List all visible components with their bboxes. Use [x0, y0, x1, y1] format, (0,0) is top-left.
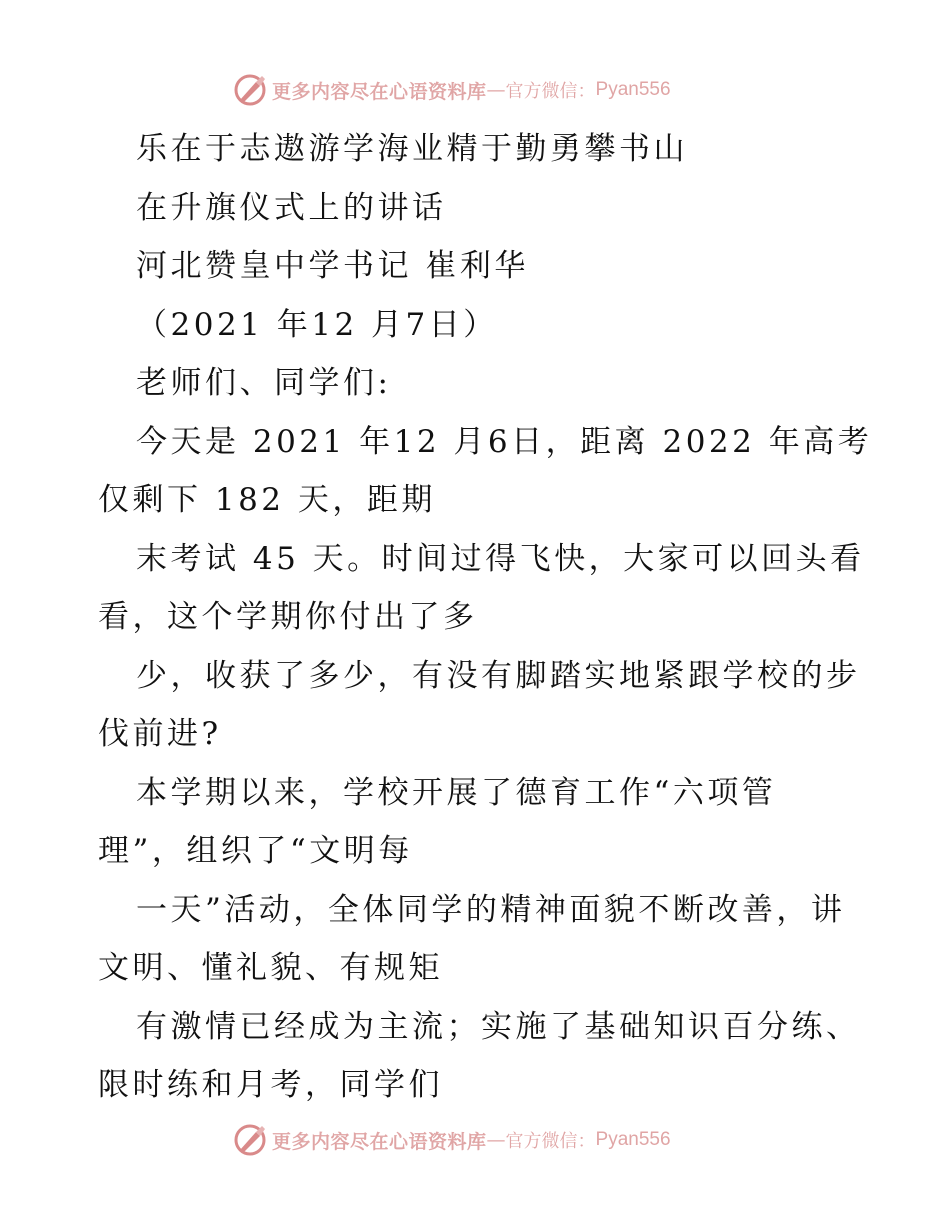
doc-line: 看，这个学期你付出了多 [98, 599, 478, 635]
doc-line: 仅剩下 182 天，距期 [98, 482, 436, 518]
doc-line: 有激情已经成为主流；实施了基础知识百分练、 [136, 1008, 861, 1045]
watermark-label: 官方微信： [505, 1131, 596, 1152]
watermark-banner-bottom [232, 1120, 671, 1160]
doc-line: 老师们、同学们: [136, 365, 392, 401]
doc-line: 本学期以来，学校开展了德育工作“六项管 [136, 774, 777, 811]
doc-line: 乐在于志遨游学海业精于勤勇攀书山 [136, 131, 688, 167]
watermark-text: 更多内容尽在心语资料库 [272, 80, 487, 103]
doc-line: 在升旗仪式上的讲话 [136, 189, 447, 226]
watermark-id: Pyan556 [595, 79, 671, 100]
pen-logo-icon [232, 72, 268, 108]
doc-line: （2021 年12 月7日） [136, 306, 498, 343]
doc-line: 今天是 2021 年12 月6日，距离 2022 年高考 [136, 423, 873, 460]
doc-line: 伐前进? [98, 716, 222, 752]
pen-logo-icon [232, 1122, 268, 1158]
watermark-text: 更多内容尽在心语资料库 [272, 1130, 487, 1153]
watermark-separator: — [486, 79, 506, 101]
doc-line: 一天”活动，全体同学的精神面貌不断改善，讲 [136, 891, 846, 928]
doc-line: 限时练和月考，同学们 [98, 1067, 443, 1103]
doc-line: 理”，组织了“文明每 [98, 833, 413, 869]
doc-line: 文明、懂礼貌、有规矩 [98, 950, 443, 986]
watermark-label: 官方微信： [505, 81, 596, 102]
watermark-separator: — [486, 1129, 506, 1151]
doc-line: 河北赞皇中学书记 崔利华 [136, 248, 529, 284]
document-body [98, 120, 873, 1115]
watermark-banner-top [232, 70, 671, 110]
doc-line: 末考试 45 天。时间过得飞快，大家可以回头看 [136, 540, 865, 577]
watermark-id: Pyan556 [595, 1129, 671, 1150]
doc-line: 少，收获了多少，有没有脚踏实地紧跟学校的步 [136, 657, 861, 694]
